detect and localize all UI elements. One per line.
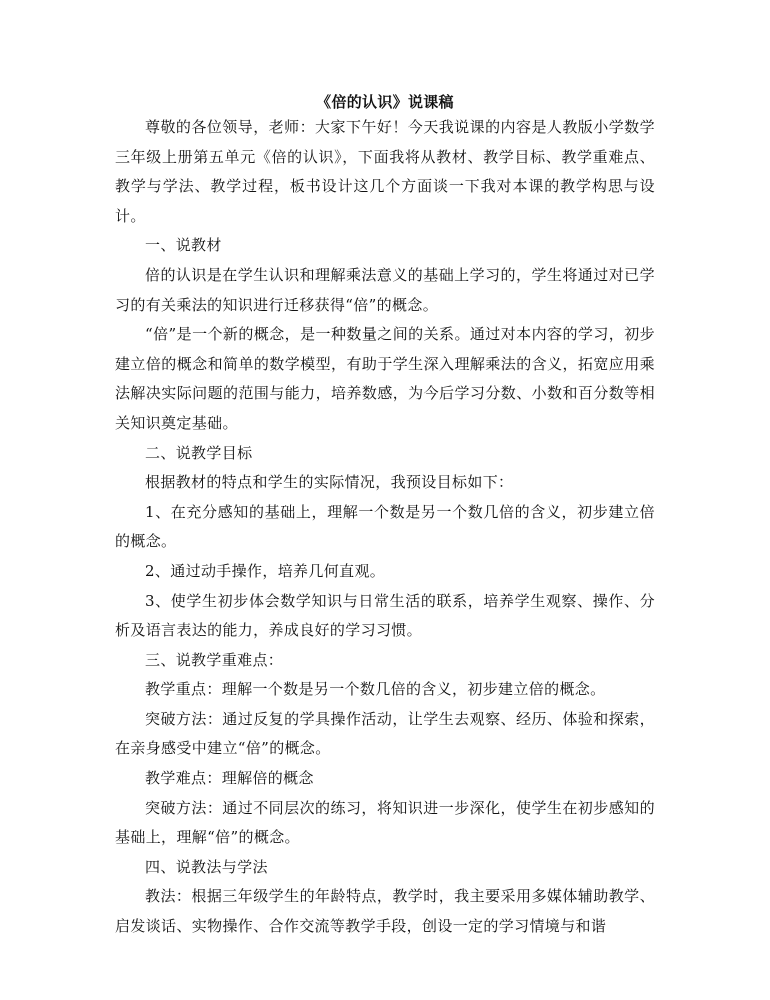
document-title: 《倍的认识》说课稿 [316,93,454,111]
section-heading-key-points: 三、说教学重难点： [145,650,284,669]
section-heading-textbook: 一、说教材 [145,236,222,255]
difficult-point: 教学难点：理解倍的概念 [145,769,314,788]
document-body [115,113,655,942]
textbook-paragraph-2: “倍”是一个新的概念，是一种数量之间的关系。通过对本内容的学习，初步建立倍的概念和简单的数学模型，有助于学生深入理解乘法的含义，拓宽应用乘法解决实际问题的范围与能力，培养数感，为今后学习分数、小数和百分数等相关知识奠定基础。 [115,325,655,432]
textbook-paragraph-1: 倍的认识是在学生认识和理解乘法意义的基础上学习的，学生将通过对已学习的有关乘法的知识进行迁移获得“倍”的概念。 [115,265,655,314]
objective-item-1: 1、在充分感知的基础上，理解一个数是另一个数几倍的含义，初步建立倍的概念。 [115,502,655,551]
difficult-point-method: 突破方法：通过不同层次的练习，将知识进一步深化，使学生在初步感知的基础上，理解“倍”的概念。 [115,798,655,847]
objective-item-3: 3、使学生初步体会数学知识与日常生活的联系，培养学生观察、操作、分析及语言表达的能力，养成良好的学习习惯。 [115,591,655,640]
section-heading-objectives: 二、说教学目标 [145,443,253,462]
objectives-intro: 根据教材的特点和学生的实际情况，我预设目标如下： [145,473,514,492]
key-point-method: 突破方法：通过反复的学具操作活动，让学生去观察、经历、体验和探索，在亲身感受中建立“倍”的概念。 [115,709,655,758]
teaching-method-paragraph: 教法：根据三年级学生的年龄特点，教学时，我主要采用多媒体辅助教学、启发谈话、实物操作、合作交流等教学手段，创设一定的学习情境与和谐 [115,887,655,936]
section-heading-methods: 四、说教法与学法 [145,857,268,876]
objective-item-2: 2、通过动手操作，培养几何直观。 [145,561,386,580]
intro-paragraph: 尊敬的各位领导，老师：大家下午好！今天我说课的内容是人教版小学数学三年级上册第五单元《倍的认识》，下面我将从教材、教学目标、教学重难点、教学与学法、教学过程，板书设计这几个方面谈一下我对本课的教学构思与设计。 [115,118,655,225]
key-point: 教学重点：理解一个数是另一个数几倍的含义，初步建立倍的概念。 [145,680,606,699]
